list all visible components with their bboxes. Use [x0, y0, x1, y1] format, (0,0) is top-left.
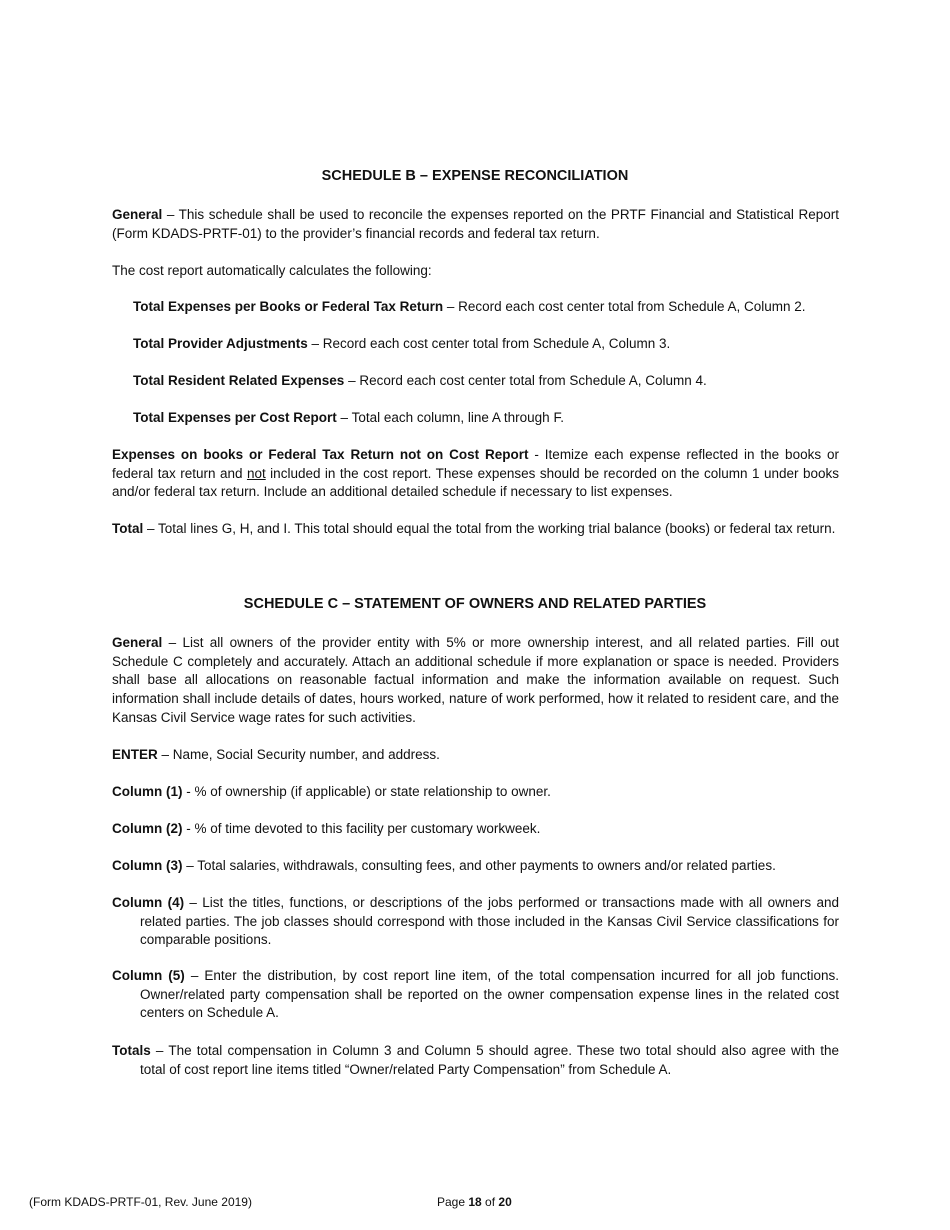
totals-instruction: Totals – The total compensation in Column 3 and Column 5 should agree. These two total should also agree with the total of cost report line items titled “Owner/related Party Compensation” from Schedule A.: [112, 1043, 839, 1077]
item-total-resident-related: Total Resident Related Expenses – Record each cost center total from Schedule A, Column 4.: [133, 373, 707, 388]
item-total-expenses-books: Total Expenses per Books or Federal Tax Return – Record each cost center total from Schedule A, Column 2.: [133, 299, 806, 314]
form-reference: (Form KDADS-PRTF-01, Rev. June 2019): [29, 1195, 252, 1209]
schedule-b-total: Total – Total lines G, H, and I. This total should equal the total from the working trial balance (books) or federal tax return.: [112, 521, 836, 536]
auto-calc-intro: The cost report automatically calculates the following:: [112, 263, 432, 278]
schedule-b-general: General – This schedule shall be used to reconcile the expenses reported on the PRTF Financial and Statistical Report (Form KDADS-PRTF-01) to the provider’s financial records and federal tax return.: [112, 207, 839, 241]
schedule-c-title: SCHEDULE C – STATEMENT OF OWNERS AND RELATED PARTIES: [243, 596, 707, 612]
general-label: General: [112, 207, 163, 222]
expenses-not-on-cost-report: Expenses on books or Federal Tax Return not on Cost Report - Itemize each expense reflected in the books or federal tax return and not included in the cost report. These expenses should be recorded on the column 1 under books and/or federal tax return. Include an additional detailed schedule if necessary to list expenses.: [112, 447, 839, 500]
schedule-b-title: SCHEDULE B – EXPENSE RECONCILIATION: [321, 168, 629, 184]
item-total-expenses-cost-report: Total Expenses per Cost Report – Total each column, line A through F.: [133, 410, 564, 425]
schedule-c-general: General – List all owners of the provider entity with 5% or more ownership interest, and all related parties. Fill out Schedule C completely and accurately. Attach an additional schedule if more explanation or space is needed. Providers shall base all allocations on reasonable factual information and make the information available on request. Such information shall include details of dates, hours worked, nature of work performed, how it related to resident care, and the Kansas Civil Service wage rates for such activities.: [112, 635, 839, 725]
column-3-instruction: Column (3) – Total salaries, withdrawals, consulting fees, and other payments to owners and/or related parties.: [112, 858, 776, 873]
enter-instruction: ENTER – Name, Social Security number, and address.: [112, 747, 440, 762]
column-5-instruction: Column (5) – Enter the distribution, by cost report line item, of the total compensation incurred for all job functions. Owner/related party compensation shall be reported on the owner compensation expense lines in the related cost centers on Schedule A.: [112, 968, 839, 1021]
page-number: Page 18 of 20: [437, 1195, 512, 1209]
column-1-instruction: Column (1) - % of ownership (if applicable) or state relationship to owner.: [112, 784, 551, 799]
column-4-instruction: Column (4) – List the titles, functions, or descriptions of the jobs performed or transactions made with all owners and related parties. The job classes should correspond with those included in the Kansas Civil Service classifications for comparable positions.: [112, 895, 839, 948]
column-2-instruction: Column (2) - % of time devoted to this facility per customary workweek.: [112, 821, 541, 836]
item-total-provider-adjustments: Total Provider Adjustments – Record each cost center total from Schedule A, Column 3.: [133, 336, 671, 351]
